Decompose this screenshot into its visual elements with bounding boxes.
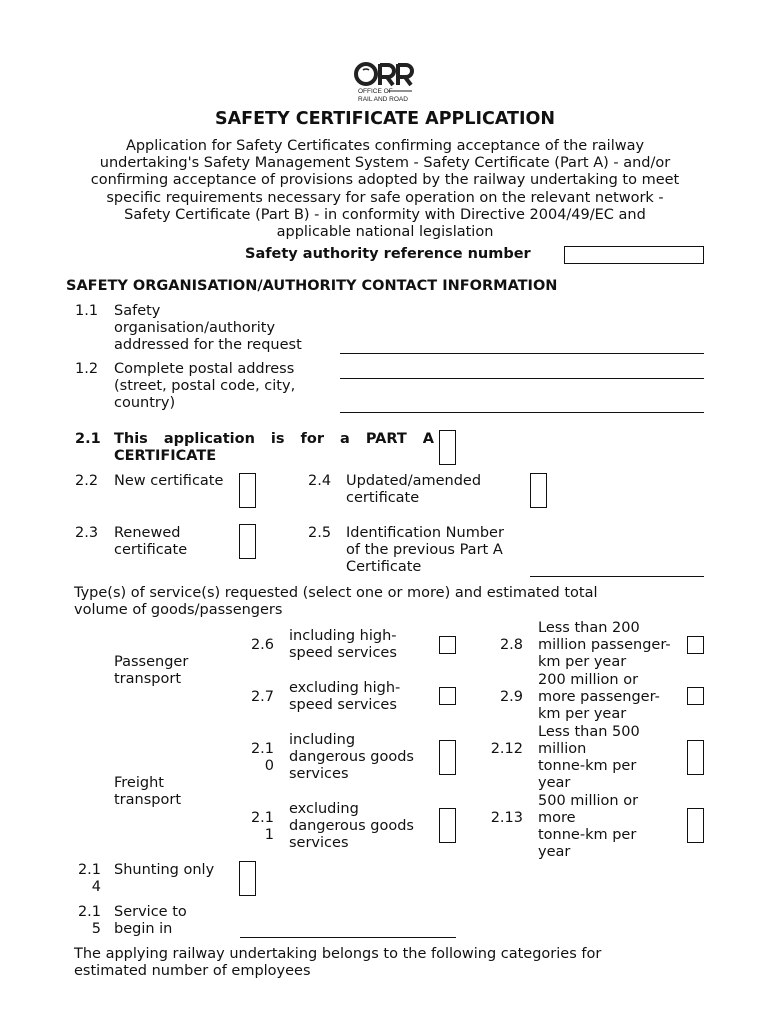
item-number: 1.2 — [75, 361, 99, 377]
logo-line-2: RAIL AND ROAD — [358, 96, 408, 103]
intro-line: undertaking's Safety Management System - Safety Certificate (Part A) - and/or — [99, 155, 671, 172]
label-line: Updated/amended — [346, 473, 482, 489]
item-number — [240, 810, 274, 844]
label-line: Renewed — [114, 525, 181, 541]
label-line: transport — [114, 792, 181, 808]
label-line: Freight — [114, 775, 164, 791]
item-number: 1.1 — [75, 303, 99, 319]
text-line: estimated number of employees — [74, 963, 311, 979]
label-line: km per year — [538, 706, 627, 722]
number-line: 2.1 — [250, 741, 274, 757]
number-line: 5 — [91, 921, 101, 937]
item-1-2-label — [114, 361, 295, 412]
label-line: Less than 500 — [538, 724, 640, 740]
item-number — [75, 904, 101, 938]
shunting-only-label: Shunting only — [114, 862, 215, 878]
text-line: The applying railway undertaking belongs to the following categories for — [74, 946, 602, 962]
tonne-km-under-label — [538, 724, 640, 792]
label-line: speed services — [289, 645, 397, 661]
label-line: excluding — [289, 801, 359, 817]
item-number: 2.8 — [499, 637, 523, 653]
label-line: Safety — [114, 303, 161, 319]
label-line: speed services — [289, 697, 397, 713]
label-line: services — [289, 835, 349, 851]
label-line: of the previous Part A — [346, 542, 503, 558]
label-line: km per year — [538, 654, 627, 670]
item-number: 2.3 — [75, 525, 99, 541]
high-speed-incl-checkbox[interactable] — [439, 636, 456, 654]
renewed-certificate-label — [114, 525, 187, 559]
number-line: 2.1 — [77, 904, 101, 920]
service-start-label — [114, 904, 187, 938]
item-number: 2.9 — [499, 689, 523, 705]
label-line: begin in — [114, 921, 173, 937]
label-line: transport — [114, 671, 181, 687]
item-number: 2.4 — [308, 473, 332, 489]
item-number: 2.7 — [250, 689, 274, 705]
number-line: 0 — [264, 758, 274, 774]
number-line: 2.1 — [250, 810, 274, 826]
reference-label: Safety authority reference number — [245, 246, 531, 262]
label-line: Less than 200 — [538, 620, 640, 636]
label-line: year — [538, 844, 571, 860]
label-line: addressed for the request — [114, 337, 302, 353]
new-certificate-checkbox[interactable] — [239, 473, 256, 508]
number-line: 1 — [264, 827, 274, 843]
label-line: services — [289, 766, 349, 782]
logo-line-1: OFFICE OF — [358, 88, 393, 95]
tonne-km-under-checkbox[interactable] — [687, 740, 704, 775]
dangerous-goods-incl-checkbox[interactable] — [439, 740, 456, 775]
label-line: including — [289, 732, 356, 748]
item-number: 2.13 — [490, 810, 523, 826]
section-heading-contact: SAFETY ORGANISATION/AUTHORITY CONTACT INFORMATION — [66, 278, 558, 294]
item-number — [75, 862, 101, 896]
item-number: 2.12 — [490, 741, 523, 757]
passenger-km-over-checkbox[interactable] — [687, 687, 704, 705]
label-line: dangerous goods — [289, 749, 414, 765]
employees-category-text — [74, 946, 601, 980]
dangerous-goods-incl-label — [289, 732, 414, 783]
number-line: 2.1 — [77, 862, 101, 878]
item-number — [240, 741, 274, 775]
label-line: Complete postal address — [114, 361, 295, 377]
label-line: year — [538, 775, 571, 791]
item-number: 2.6 — [250, 637, 274, 653]
label-line: Identification Number — [346, 525, 504, 541]
intro-line: Safety Certificate (Part B) - in conformity with Directive 2004/49/EC and — [124, 206, 646, 223]
intro-line: applicable national legislation — [276, 224, 494, 241]
label-line: Passenger — [114, 654, 189, 670]
tonne-km-over-checkbox[interactable] — [687, 808, 704, 843]
passenger-km-under-label — [538, 620, 671, 671]
page-title: SAFETY CERTIFICATE APPLICATION — [214, 109, 556, 129]
high-speed-excl-label — [289, 680, 400, 714]
item-number: 2.5 — [308, 525, 332, 541]
label-line: including high- — [289, 628, 397, 644]
part-a-label-line-1: This application is for a PART A — [114, 431, 434, 447]
label-line: excluding high- — [289, 680, 401, 696]
shunting-only-checkbox[interactable] — [239, 861, 256, 896]
label-line: tonne-km per — [538, 758, 637, 774]
text-line: volume of goods/passengers — [74, 602, 283, 618]
postal-address-field-2[interactable] — [340, 412, 704, 413]
tonne-km-over-label — [538, 793, 638, 861]
text-line: Type(s) of service(s) requested (select one or more) and estimated total — [74, 585, 598, 601]
intro-line: confirming acceptance of provisions adopted by the railway undertaking to meet — [90, 172, 680, 189]
renewed-certificate-checkbox[interactable] — [239, 524, 256, 559]
high-speed-excl-checkbox[interactable] — [439, 687, 456, 705]
orr-logo — [354, 60, 416, 104]
dangerous-goods-excl-checkbox[interactable] — [439, 808, 456, 843]
passenger-km-under-checkbox[interactable] — [687, 636, 704, 654]
item-1-1-label — [114, 303, 302, 354]
safety-organisation-field[interactable] — [340, 353, 704, 354]
label-line: 500 million or — [538, 793, 639, 809]
services-intro — [74, 585, 598, 619]
label-line: more — [538, 810, 576, 826]
label-line: million passenger- — [538, 637, 671, 653]
number-line: 4 — [91, 879, 101, 895]
label-line: million — [538, 741, 587, 757]
label-line: more passenger- — [538, 689, 660, 705]
intro-paragraph — [40, 138, 730, 241]
part-a-label-line-2: CERTIFICATE — [114, 448, 217, 464]
intro-line: Application for Safety Certificates confirming acceptance of the railway — [125, 138, 645, 154]
intro-line: specific requirements necessary for safe operation on the relevant network - — [106, 189, 664, 206]
new-certificate-label: New certificate — [114, 473, 224, 489]
label-line: certificate — [346, 490, 420, 506]
label-line: dangerous goods — [289, 818, 414, 834]
freight-transport-label — [114, 775, 181, 809]
passenger-km-over-label — [538, 672, 660, 723]
updated-certificate-checkbox[interactable] — [530, 473, 547, 508]
dangerous-goods-excl-label — [289, 801, 414, 852]
item-number: 2.1 — [75, 431, 101, 447]
part-a-checkbox[interactable] — [439, 430, 456, 465]
label-line: certificate — [114, 542, 188, 558]
label-line: (street, postal code, city, — [114, 378, 296, 394]
postal-address-field-1[interactable] — [340, 378, 704, 379]
label-line: 200 million or — [538, 672, 639, 688]
label-line: Certificate — [346, 559, 422, 575]
label-line: Service to — [114, 904, 187, 920]
label-line: tonne-km per — [538, 827, 637, 843]
passenger-transport-label — [114, 654, 188, 688]
service-start-field[interactable] — [240, 937, 456, 938]
reference-number-field[interactable] — [564, 246, 704, 264]
previous-id-label — [346, 525, 504, 576]
updated-certificate-label — [346, 473, 481, 507]
label-line: organisation/authority — [114, 320, 276, 336]
previous-id-field[interactable] — [530, 576, 704, 577]
label-line: country) — [114, 395, 176, 411]
item-number: 2.2 — [75, 473, 99, 489]
high-speed-incl-label — [289, 628, 397, 662]
